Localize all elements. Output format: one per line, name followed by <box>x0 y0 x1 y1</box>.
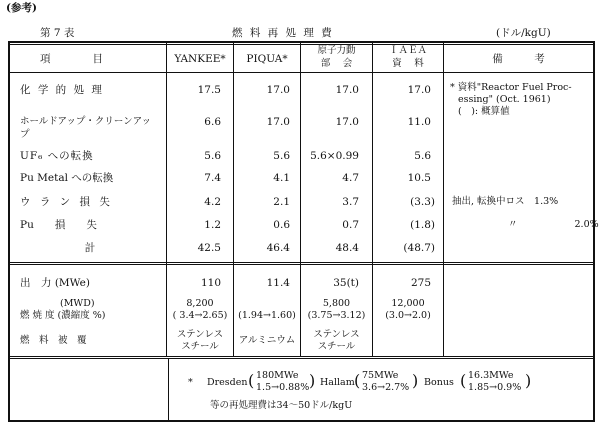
table-number: 第 7 表 <box>40 27 75 39</box>
row-label: Pu Metal への転換 <box>20 172 114 184</box>
cell-genshiryoku: 17.0 <box>335 84 359 96</box>
header-piqua: PIQUA* <box>246 53 288 65</box>
paren-close-icon: ) <box>309 371 316 390</box>
header-genshiryoku-line1: 原子力動 <box>317 45 356 56</box>
col-divider-5 <box>443 41 444 356</box>
cell-piqua: 2.1 <box>273 196 290 208</box>
cell-iaea: 17.0 <box>407 84 431 96</box>
row-label: 燃 焼 度 (濃縮度 %) <box>20 310 106 321</box>
footnote-bonus-power: 16.3MWe <box>468 370 514 381</box>
cell-piqua: 17.0 <box>266 116 290 128</box>
cell-yankee-burnup: 8,200 <box>186 298 214 309</box>
footnote-left-divider <box>168 358 169 420</box>
cell-genshiryoku: 48.4 <box>335 242 359 254</box>
footnote-star: * <box>188 377 193 388</box>
cell-yankee: 7.4 <box>204 172 221 184</box>
cell-piqua: 5.6 <box>273 150 290 162</box>
cell-yankee: 4.2 <box>204 196 221 208</box>
cell-piqua: 11.4 <box>266 277 290 289</box>
remark-estimate: ( ): 概算値 <box>458 106 510 117</box>
table-bottom-border <box>8 420 594 422</box>
spec-section-divider-inner <box>8 358 594 359</box>
spec-section-divider <box>8 356 594 357</box>
cell-iaea: (48.7) <box>403 242 435 254</box>
cell-piqua-enrichment: (1.94→1.60) <box>238 310 296 321</box>
paren-close-icon: ) <box>412 371 419 390</box>
cell-yankee: 42.5 <box>197 242 221 254</box>
footnote-bonus-enrichment: 1.85→0.9% <box>468 382 522 393</box>
cell-iaea: (3.3) <box>410 196 435 208</box>
paren-open-icon: ( <box>248 371 255 390</box>
paren-open-icon: ( <box>460 371 467 390</box>
row-label: 化 学 的 処 理 <box>20 84 104 96</box>
footnote-hallam: Hallam <box>320 377 355 388</box>
row-label: Pu 損 失 <box>20 219 97 231</box>
cell-iaea: 275 <box>410 277 431 289</box>
cell-genshiryoku-cladding-2: スチール <box>317 341 356 352</box>
footnote-hallam-power: 75MWe <box>362 370 399 381</box>
unit-label: (ドル/kgU) <box>496 27 551 39</box>
cell-genshiryoku: 5.6×0.99 <box>310 150 359 162</box>
remark-pu-loss: 〃 2.0% <box>508 219 599 230</box>
remark-source-2: essing" (Oct. 1961) <box>458 94 551 105</box>
header-iaea-line1: ＩＡＥＡ <box>388 45 427 56</box>
cell-genshiryoku-cladding-1: ステンレス <box>313 329 360 340</box>
cell-genshiryoku: 17.0 <box>335 116 359 128</box>
page-title: 燃 料 再 処 理 費 <box>232 27 334 39</box>
cost-section-divider <box>8 262 594 263</box>
remark-uranium-loss: 抽出, 転換中ロス 1.3% <box>452 196 559 207</box>
footnote-hallam-enrichment: 3.6→2.7% <box>362 382 410 393</box>
cell-iaea: 10.5 <box>407 172 431 184</box>
cell-yankee-enrichment: ( 3.4→2.65) <box>172 310 228 321</box>
row-label: ウ ラ ン 損 失 <box>20 196 113 208</box>
cell-piqua: 46.4 <box>266 242 290 254</box>
cell-iaea: 5.6 <box>414 150 431 162</box>
cell-iaea-enrichment: (3.0→2.0) <box>385 310 431 321</box>
paren-close-icon: ) <box>525 371 532 390</box>
row-label: UF₆ への転換 <box>20 150 94 162</box>
cell-genshiryoku: 3.7 <box>342 196 359 208</box>
row-label: 燃 料 被 覆 <box>20 335 87 346</box>
cell-yankee: 5.6 <box>204 150 221 162</box>
header-genshiryoku-line2: 部 会 <box>320 58 353 69</box>
cell-yankee: 1.2 <box>204 219 221 231</box>
cell-piqua-cladding: アルミニウム <box>238 335 296 346</box>
cell-piqua: 17.0 <box>266 84 290 96</box>
remark-source-1: * 資料"Reactor Fuel Proc- <box>450 82 572 93</box>
footnote-dresden-enrichment: 1.5→0.88% <box>256 382 310 393</box>
cell-genshiryoku: 4.7 <box>342 172 359 184</box>
cell-yankee: 17.5 <box>197 84 221 96</box>
cell-iaea: (1.8) <box>410 219 435 231</box>
row-label-total: 計 <box>84 242 96 254</box>
cell-yankee: 110 <box>200 277 221 289</box>
row-label: ホールドアップ・クリーンアップ <box>20 116 152 140</box>
footnote-line2: 等の再処理費は34～50ドル/kgU <box>210 400 353 411</box>
cell-yankee-cladding-1: ステンレス <box>176 329 224 340</box>
cell-iaea: 11.0 <box>407 116 431 128</box>
cell-genshiryoku: 35(t) <box>333 277 359 289</box>
table-left-border <box>8 41 10 422</box>
row-label: 出 力 (MWe) <box>20 277 90 289</box>
footnote-dresden: Dresden <box>207 377 248 388</box>
header-item: 項 目 <box>40 53 103 65</box>
cell-genshiryoku: 0.7 <box>342 219 359 231</box>
reference-note: (参考) <box>6 2 37 14</box>
burnup-unit: (MWD) <box>60 298 95 309</box>
cell-yankee: 6.6 <box>204 116 221 128</box>
table-top-border <box>8 41 594 43</box>
cell-genshiryoku-burnup: 5,800 <box>322 298 351 309</box>
cell-iaea-burnup: 12,000 <box>391 298 425 309</box>
cell-genshiryoku-enrichment: (3.75→3.12) <box>307 310 366 321</box>
table-right-border <box>593 41 595 422</box>
cell-yankee-cladding-2: スチール <box>181 341 219 352</box>
footnote-dresden-power: 180MWe <box>256 370 299 381</box>
cell-piqua: 0.6 <box>273 219 290 231</box>
footnote-bonus: Bonus <box>424 377 454 388</box>
header-iaea-line2: 資 料 <box>392 58 424 69</box>
cost-section-divider-inner <box>8 264 594 265</box>
header-remarks: 備 考 <box>492 53 545 65</box>
paren-open-icon: ( <box>354 371 361 390</box>
cell-piqua: 4.1 <box>273 172 290 184</box>
header-yankee: YANKEE* <box>174 53 226 65</box>
header-divider <box>8 72 594 73</box>
